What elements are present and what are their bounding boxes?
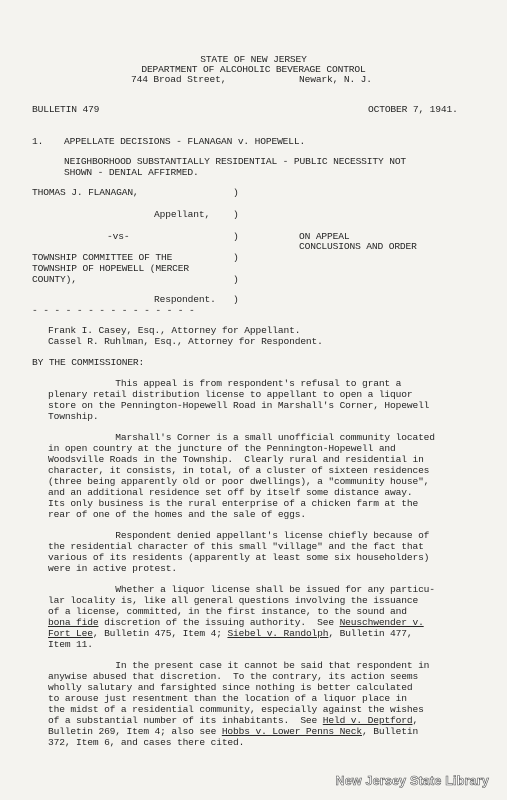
paragraph-line: Woodsville Roads in the Township. Clearly rural and residential in (48, 454, 424, 465)
paragraph-line: This appeal is from respondent's refusal to grant a (48, 378, 402, 389)
paragraph-line: Its only business is the rural enterprise of a chicken farm at the (48, 498, 419, 509)
paragraph-line: in open country at the juncture of the Pennington-Hopewell and (48, 443, 396, 454)
paragraph-line: In the present case it cannot be said that respondent in (48, 660, 430, 671)
caption-respondent-name-1: TOWNSHIP COMMITTEE OF THE (32, 252, 173, 263)
headnote-line-2: SHOWN - DENIAL AFFIRMED. (64, 167, 199, 178)
caption-bracket: ) (233, 209, 239, 220)
caption-respondent-name-3: COUNTY), (32, 274, 77, 285)
paragraph-line: the midst of a residential community, especially against the wishes (48, 704, 424, 715)
case-citation: Hobbs v. Lower Penns Neck (221, 726, 363, 737)
caption-bracket: ) (233, 231, 239, 242)
headnote-line-1: NEIGHBORHOOD SUBSTANTIALLY RESIDENTIAL - PUBLIC NECESSITY NOT (64, 156, 407, 167)
header-department: DEPARTMENT OF ALCOHOLIC BEVERAGE CONTROL (141, 64, 366, 75)
paragraph-line: Item 11. (48, 639, 93, 650)
paragraph-line: the residential character of this small "village" and the fact that (48, 541, 424, 552)
case-citation: Held v. Deptford (322, 715, 413, 726)
header-address: 744 Broad Street, (131, 74, 227, 85)
paragraph-line: Respondent denied appellant's license chiefly because of (48, 530, 430, 541)
counsel-appellant: Frank I. Casey, Esq., Attorney for Appellant. (48, 325, 301, 336)
paragraph-line: Township. (48, 411, 99, 422)
caption-bracket: ) (233, 294, 239, 305)
case-citation: Fort Lee (48, 628, 93, 639)
line-text: , Bulletin (362, 726, 419, 737)
item-title: APPELLATE DECISIONS - FLANAGAN v. HOPEWELL. (64, 136, 306, 147)
paragraph-line: character, it consists, in total, of a cluster of sixteen residences (48, 465, 430, 476)
caption-bracket: ) (233, 187, 239, 198)
paragraph-line: Marshall's Corner is a small unofficial community located (48, 432, 435, 443)
paragraph-line (48, 628, 468, 639)
line-text: , (412, 715, 419, 726)
paragraph-line (48, 715, 468, 726)
paragraph-line (48, 726, 468, 737)
line-text: discretion of the issuing authority. See (98, 617, 340, 628)
line-text: , Bulletin 477, (328, 628, 413, 639)
caption-vs: -vs- (107, 231, 130, 242)
caption-respondent-name-2: TOWNSHIP OF HOPEWELL (MERCER (32, 263, 190, 274)
caption-bracket: ) (233, 252, 239, 263)
counsel-respondent: Cassel R. Ruhlman, Esq., Attorney for Respondent. (48, 336, 323, 347)
paragraph-line: were in active protest. (48, 563, 177, 574)
caption-on-appeal: ON APPEAL (299, 231, 350, 242)
case-citation: Neuschwender v. (339, 617, 424, 628)
paragraph-line: wholly salutary and farsighted since nothing is better calculated (48, 682, 413, 693)
paragraph-line: 372, Item 6, and cases there cited. (48, 737, 245, 748)
bulletin-number: BULLETIN 479 (32, 104, 100, 115)
paragraph-line (48, 617, 468, 628)
header-city: Newark, N. J. (299, 74, 372, 85)
bulletin-date: OCTOBER 7, 1941. (368, 104, 458, 115)
paragraph-line: of a license, committed, in the first instance, to the sound and (48, 606, 407, 617)
paragraph-line: lar locality is, like all general questions involving the issuance (48, 595, 419, 606)
paragraph-line: anywise abused that discretion. To the contrary, its action seems (48, 671, 419, 682)
line-text: Bulletin 269, Item 4; also see (48, 726, 222, 737)
case-citation: Siebel v. Randolph (227, 628, 329, 639)
paragraph-line: rear of one of the homes and the sale of eggs. (48, 509, 306, 520)
line-text: , Bulletin 475, Item 4; (92, 628, 228, 639)
paragraph-line: store on the Pennington-Hopewell Road in Marshall's Corner, Hopewell (48, 400, 430, 411)
paragraph-line: plenary retail distribution license to appellant to open a liquor (48, 389, 413, 400)
paragraph-line: and an additional residence set off by itself some distance away. (48, 487, 413, 498)
header-state: STATE OF NEW JERSEY (200, 54, 307, 65)
line-text: of a substantial number of its inhabitants. See (48, 715, 323, 726)
caption-conclusions: CONCLUSIONS AND ORDER (299, 241, 417, 252)
library-watermark: New Jersey State Library (335, 774, 489, 788)
item-number: 1. (32, 136, 44, 147)
paragraph-line: Whether a liquor license shall be issued for any particu- (48, 584, 435, 595)
caption-appellant-role: Appellant, (154, 209, 211, 220)
paragraph-line: to arouse just resentment than the location of a liquor place in (48, 693, 407, 704)
caption-divider: - - - - - - - - - - - - - - - (32, 305, 195, 316)
caption-appellant-name: THOMAS J. FLANAGAN, (32, 187, 139, 198)
caption-respondent-role: Respondent. (154, 294, 216, 305)
paragraph-line: various of its residents (apparently at least some six householders) (48, 552, 430, 563)
by-the-commissioner: BY THE COMMISSIONER: (32, 357, 145, 368)
bona-fide-text: bona fide (48, 617, 99, 628)
paragraph-line: (three being apparently old or poor dwellings), a "community house", (48, 476, 430, 487)
caption-bracket: ) (233, 274, 239, 285)
